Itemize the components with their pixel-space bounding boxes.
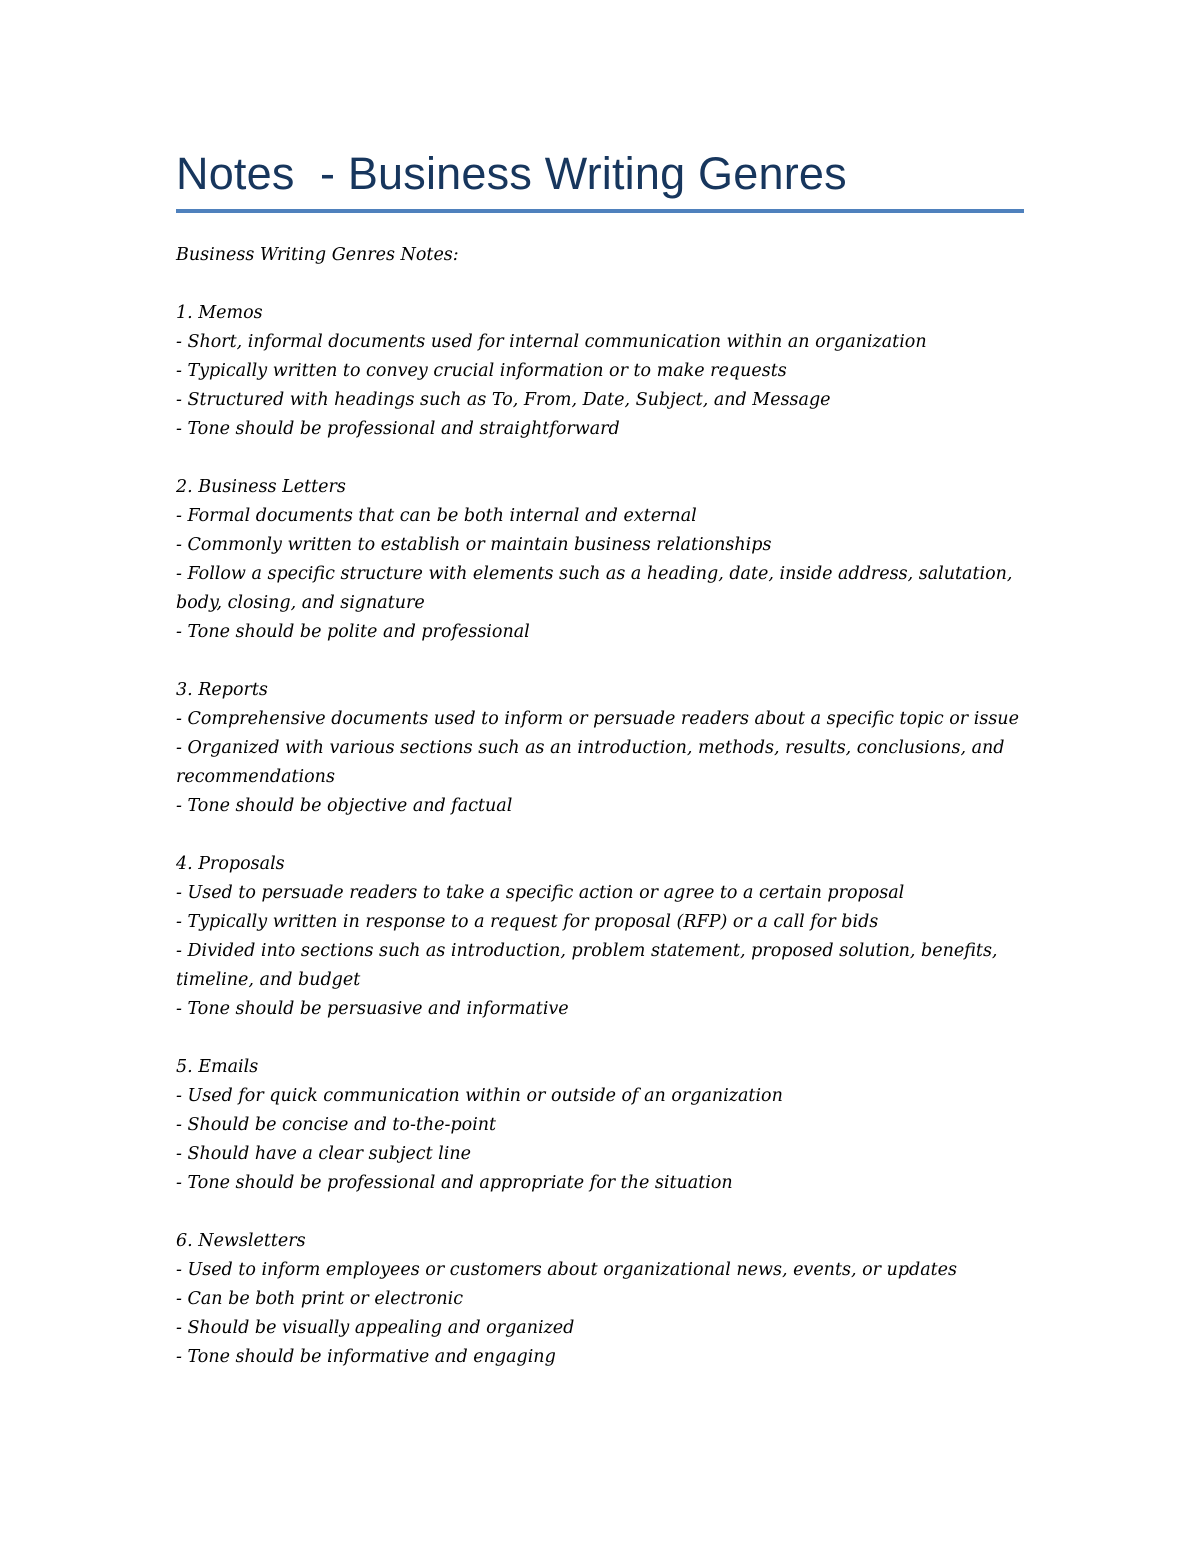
section-heading: 6. Newsletters <box>176 1231 306 1251</box>
bullet-line: - Divided into sections such as introduction, problem statement, proposed solution, benefits, timeline, and budget <box>176 941 998 990</box>
bullet-line: - Should be concise and to-the-point <box>176 1115 497 1135</box>
document-title: Notes - Business Writing Genres <box>176 148 847 199</box>
bullet-line: - Tone should be professional and straightforward <box>176 419 620 439</box>
bullet-line: - Structured with headings such as To, From, Date, Subject, and Message <box>176 390 831 410</box>
bullet-line: - Follow a specific structure with elements such as a heading, date, inside address, salutation, body, closing, and signature <box>176 564 1013 613</box>
bullet-line: - Tone should be objective and factual <box>176 796 513 816</box>
section-proposals <box>176 850 1026 1024</box>
section-reports <box>176 676 1026 821</box>
bullet-line: - Used to inform employees or customers about organizational news, events, or updates <box>176 1260 958 1280</box>
title-underline <box>176 209 1024 213</box>
bullet-line: - Should have a clear subject line <box>176 1144 471 1164</box>
section-emails <box>176 1053 1026 1198</box>
bullet-line: - Comprehensive documents used to inform or persuade readers about a specific topic or issue <box>176 709 1019 729</box>
bullet-line: - Organized with various sections such as an introduction, methods, results, conclusions, and recommendations <box>176 738 1005 787</box>
section-heading: 3. Reports <box>176 680 268 700</box>
bullet-line: - Short, informal documents used for internal communication within an organization <box>176 332 927 352</box>
bullet-line: - Tone should be persuasive and informative <box>176 999 569 1019</box>
section-newsletters <box>176 1227 1026 1372</box>
document-body <box>176 241 1026 1401</box>
bullet-line: - Used for quick communication within or outside of an organization <box>176 1086 783 1106</box>
section-business-letters <box>176 473 1026 647</box>
intro-text: Business Writing Genres Notes: <box>176 245 459 265</box>
bullet-line: - Tone should be professional and appropriate for the situation <box>176 1173 733 1193</box>
section-heading: 2. Business Letters <box>176 477 346 497</box>
bullet-line: - Formal documents that can be both internal and external <box>176 506 697 526</box>
section-heading: 1. Memos <box>176 303 263 323</box>
bullet-line: - Typically written to convey crucial information or to make requests <box>176 361 787 381</box>
bullet-line: - Can be both print or electronic <box>176 1289 464 1309</box>
bullet-line: - Typically written in response to a request for proposal (RFP) or a call for bids <box>176 912 879 932</box>
bullet-line: - Commonly written to establish or maintain business relationships <box>176 535 772 555</box>
section-memos <box>176 299 1026 444</box>
bullet-line: - Tone should be informative and engaging <box>176 1347 556 1367</box>
bullet-line: - Should be visually appealing and organized <box>176 1318 575 1338</box>
section-heading: 4. Proposals <box>176 854 285 874</box>
bullet-line: - Used to persuade readers to take a specific action or agree to a certain proposal <box>176 883 905 903</box>
section-heading: 5. Emails <box>176 1057 259 1077</box>
bullet-line: - Tone should be polite and professional <box>176 622 530 642</box>
